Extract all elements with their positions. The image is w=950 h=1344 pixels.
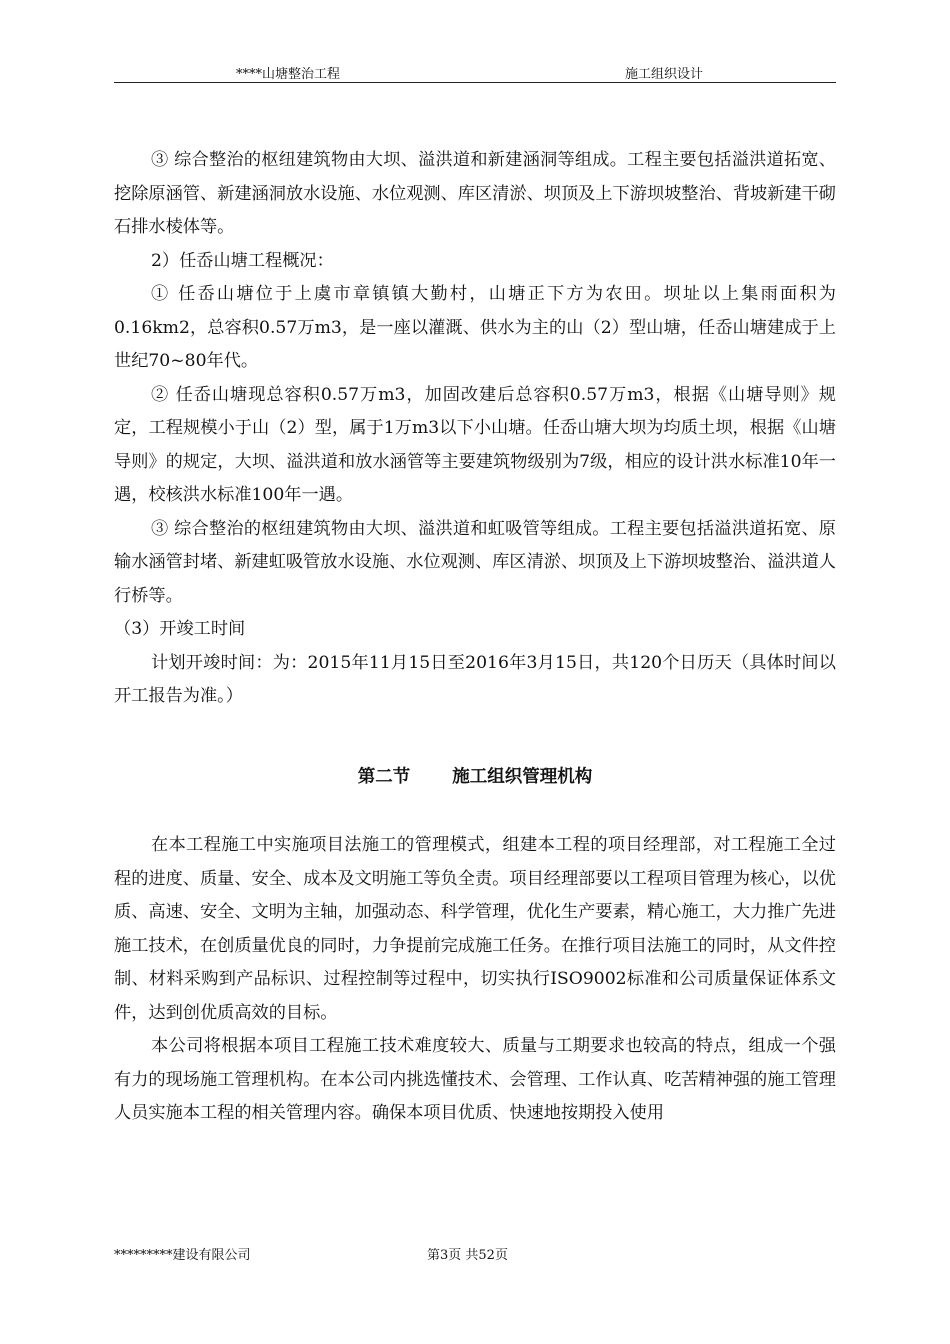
subheading-schedule: （3）开竣工时间 bbox=[114, 619, 246, 639]
header-document-title: 施工组织设计 bbox=[625, 67, 704, 82]
section-title: 施工组织管理机构 bbox=[452, 767, 593, 787]
paragraph-management-mode: 在本工程施工中实施项目法施工的管理模式，组建本工程的项目经理部，对工程施工全过程的进度、质量、安全、成本及文明施工等负全责。项目经理部要以工程项目管理为核心，以优质、高速、安全、文明为主轴，加强动态、科学管理，优化生产要素，精心施工，大力推广先进施工技术，在创质量优良的同时，力争提前完成施工任务。在推行项目法施工的同时，从文件控制、材料采购到产品标识、过程控制等过程中，切实执行ISO9002标准和公司质量保证体系文件，达到创优质高效的目标。 bbox=[114, 835, 836, 1023]
section-content bbox=[114, 829, 836, 1131]
section-number: 第二节 bbox=[357, 767, 411, 787]
paragraph-renao-capacity: ② 任岙山塘现总容积0.57万m3，加固改建后总容积0.57万m3，根据《山塘导则》规定，工程规模小于山（2）型，属于1万m3以下小山塘。任岙山塘大坝为均质土坝，根据《山塘导则》的规定，大坝、溢洪道和放水涵管等主要建筑物级别为7级，相应的设计洪水标准10年一遇，校核洪水标准100年一遇。 bbox=[114, 384, 836, 505]
paragraph-renao-location: ① 任岙山塘位于上虞市章镇镇大勤村，山塘正下方为农田。坝址以上集雨面积为0.16km2，总容积0.57万m3，是一座以灌溉、供水为主的山（2）型山塘，任岙山塘建成于上世纪70~80年代。 bbox=[114, 284, 836, 371]
section-heading bbox=[114, 763, 836, 788]
footer-company: *********建设有限公司 bbox=[114, 1248, 251, 1263]
paragraph-organization: 本公司将根据本项目工程施工技术难度较大、质量与工期要求也较高的特点，组成一个强有力的现场施工管理机构。在本公司内挑选懂技术、会管理、工作认真、吃苦精神强的施工管理人员实施本工程的相关管理内容。确保本项目优质、快速地按期投入使用 bbox=[114, 1036, 836, 1123]
page-header bbox=[114, 60, 836, 83]
paragraph-hub-structures-1: ③ 综合整治的枢纽建筑物由大坝、溢洪道和新建涵洞等组成。工程主要包括溢洪道拓宽、挖除原涵管、新建涵洞放水设施、水位观测、库区清淤、坝顶及上下游坝坡整治、背坡新建干砌石排水棱体等。 bbox=[114, 150, 836, 237]
paragraph-renao-heading: 2）任岙山塘工程概况： bbox=[151, 250, 334, 271]
paragraph-schedule: 计划开竣时间：为：2015年11月15日至2016年3月15日，共120个日历天（具体时间以开工报告为准。） bbox=[114, 652, 836, 706]
header-project-title: ****山塘整治工程 bbox=[236, 67, 341, 82]
main-content bbox=[114, 144, 836, 714]
footer-page-number: 第3页 共52页 bbox=[427, 1248, 508, 1263]
paragraph-hub-structures-2: ③ 综合整治的枢纽建筑物由大坝、溢洪道和虹吸管等组成。工程主要包括溢洪道拓宽、原输水涵管封堵、新建虹吸管放水设施、水位观测、库区清淤、坝顶及上下游坝坡整治、溢洪道人行桥等。 bbox=[114, 518, 836, 606]
